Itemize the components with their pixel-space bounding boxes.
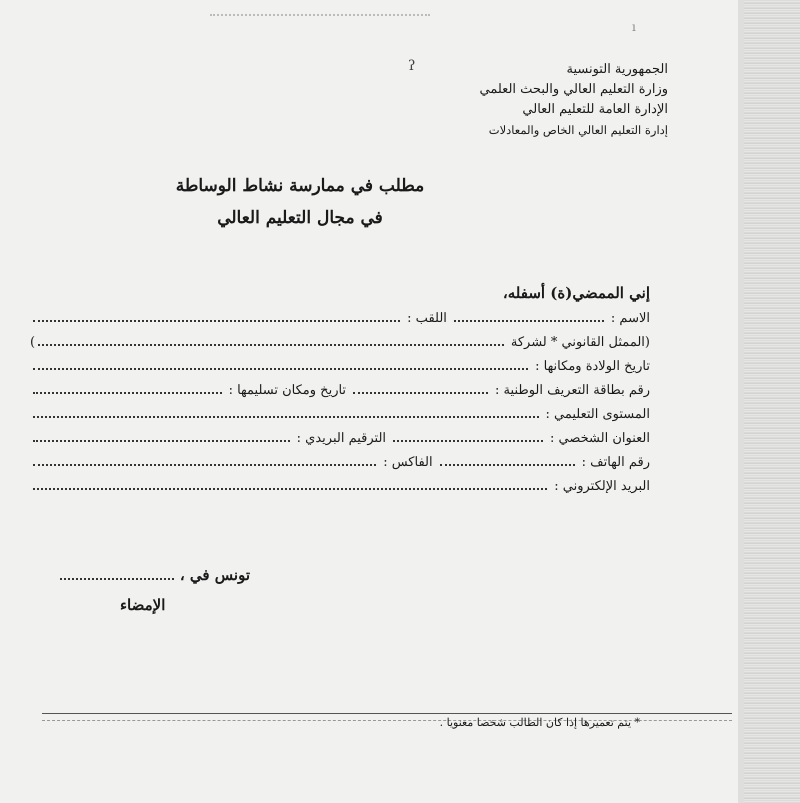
id-label: رقم بطاقة التعريف الوطنية :: [495, 383, 650, 398]
date-blank[interactable]: [60, 568, 174, 580]
education-blank[interactable]: [33, 406, 539, 418]
birth-blank[interactable]: [33, 358, 528, 370]
scan-edge-artifact: [738, 0, 800, 803]
field-id-card: [30, 382, 650, 406]
postal-blank[interactable]: [33, 430, 290, 442]
id-date-label: تاريخ ومكان تسليمها :: [228, 383, 347, 398]
header-department: إدارة التعليم العالي الخاص والمعادلات: [488, 123, 668, 137]
signature-label: الإمضاء: [120, 596, 166, 614]
phone-blank[interactable]: [440, 454, 575, 466]
scan-artifact: [210, 14, 430, 24]
surname-blank[interactable]: [33, 310, 400, 322]
form-fields: [30, 310, 650, 502]
birth-label: تاريخ الولادة ومكانها :: [535, 359, 650, 374]
field-education: [30, 406, 650, 430]
id-date-blank[interactable]: [33, 382, 222, 394]
field-address: [30, 430, 650, 454]
intro-text: إني الممضي(ة) أسفله،: [502, 284, 650, 302]
phone-label: رقم الهاتف :: [581, 455, 650, 470]
name-blank[interactable]: [454, 310, 604, 322]
field-legal-rep: [30, 334, 650, 358]
footnote-text: * يتم تعميرها إذا كان الطالب شخصا معنويا .: [439, 716, 640, 729]
surname-label: اللقب :: [407, 311, 447, 326]
email-label: البريد الإلكتروني :: [554, 479, 650, 494]
name-label: الاسم :: [610, 311, 650, 326]
legal-rep-label: (الممثل القانوني * لشركة: [510, 335, 650, 350]
education-label: المستوى التعليمي :: [545, 407, 650, 422]
title-line-2: في مجال التعليم العالي: [217, 208, 383, 228]
place-label: تونس في ،: [179, 566, 250, 584]
postal-label: الترقيم البريدي :: [296, 431, 387, 446]
place-date: [60, 566, 250, 584]
footnote-divider: [42, 713, 732, 714]
scan-artifact-mark: ı: [632, 20, 636, 34]
fax-blank[interactable]: [33, 454, 376, 466]
header-ministry: وزارة التعليم العالي والبحث العلمي: [479, 82, 668, 97]
id-blank[interactable]: [353, 382, 488, 394]
legal-rep-close: ): [30, 335, 36, 350]
address-blank[interactable]: [393, 430, 543, 442]
field-phone-fax: [30, 454, 650, 478]
header-country: الجمهورية التونسية: [566, 62, 668, 77]
fax-label: الفاكس :: [383, 455, 433, 470]
legal-rep-blank[interactable]: [38, 334, 504, 346]
form-title: [160, 170, 440, 234]
field-name-surname: [30, 310, 650, 334]
field-birth: [30, 358, 650, 382]
letterhead: [308, 60, 668, 140]
field-email: [30, 478, 650, 502]
header-directorate: الإدارة العامة للتعليم العالي: [522, 102, 668, 117]
address-label: العنوان الشخصي :: [550, 431, 650, 446]
email-blank[interactable]: [33, 478, 547, 490]
handwritten-mark: ʔ: [408, 58, 416, 74]
title-line-1: مطلب في ممارسة نشاط الوساطة: [175, 176, 425, 196]
